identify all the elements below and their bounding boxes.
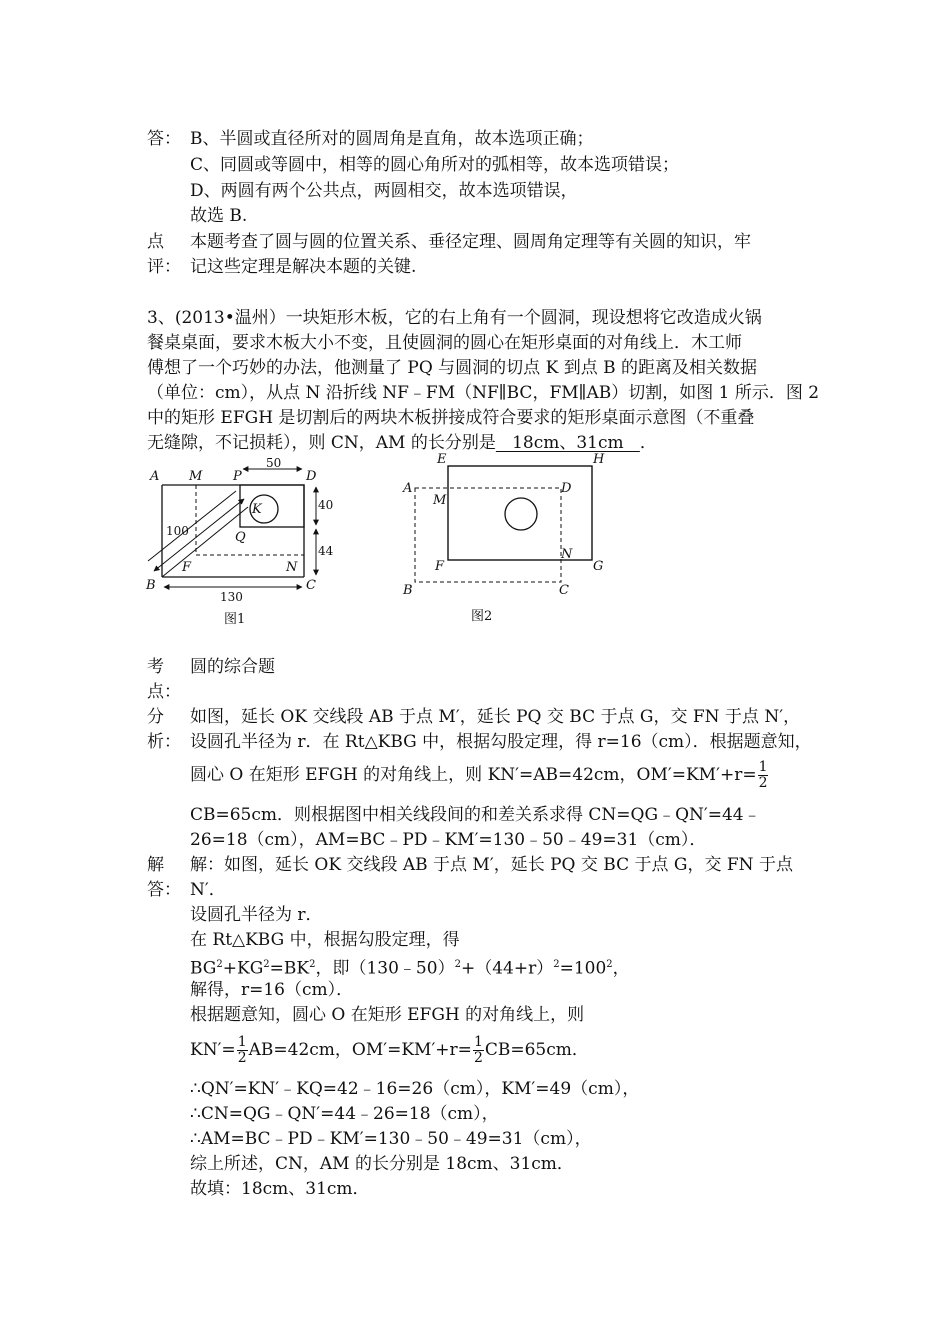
- figure-1-caption: 图1: [224, 612, 246, 627]
- label-F: F: [435, 559, 445, 574]
- question-line: （单位：cm），从点 N 沿折线 NF﹣FM（NF∥BC，FM∥AB）切割，如图 1 所示．图 2: [147, 383, 820, 403]
- superscript: 2: [263, 959, 270, 970]
- jieda-equation: [190, 953, 630, 981]
- label-D: D: [561, 481, 572, 496]
- eq-part: AB=42cm，OM′=KM′+r=: [248, 1040, 472, 1060]
- jieda-line: 设圆孔半径为 r．: [190, 905, 323, 925]
- fraction-numerator: 1: [473, 1034, 483, 1050]
- fenxi-label: 析：: [147, 732, 181, 752]
- label-F: F: [182, 560, 192, 575]
- superscript: 2: [454, 959, 461, 970]
- eq-part: ，即（130﹣50）: [315, 958, 455, 979]
- jieda-line: ∴QN′=KN′﹣KQ=42﹣16=26（cm），KM′=49（cm），: [190, 1079, 640, 1099]
- label-C: C: [306, 578, 316, 593]
- comment-line: 记这些定理是解决本题的关键.: [190, 257, 417, 277]
- label-A: A: [150, 469, 160, 484]
- jieda-line: 根据题意知，圆心 O 在矩形 EFGH 的对角线上，则: [190, 1005, 585, 1025]
- jieda-line: 解：如图，延长 OK 交线段 AB 于点 M′，延长 PQ 交 BC 于点 G，交 FN 于点: [190, 855, 793, 875]
- question-line: 傅想了一个巧妙的办法，他测量了 PQ 与圆洞的切点 K 到点 B 的距离及相关数据: [147, 358, 757, 378]
- eq-part: BG: [190, 958, 217, 979]
- fraction-denominator: 2: [473, 1050, 483, 1066]
- superscript: 2: [216, 959, 223, 970]
- label-B: B: [403, 583, 413, 598]
- label-C: C: [559, 583, 569, 598]
- question-line: 3、(2013•温州）一块矩形木板，它的右上角有一个圆洞，现设想将它改造成火锅: [147, 308, 762, 328]
- fraction-numerator: 1: [237, 1034, 247, 1050]
- jieda-line: N′．: [190, 880, 226, 900]
- answer-label: 答：: [147, 129, 181, 149]
- question-line-suffix: ．: [639, 433, 657, 453]
- figure-2: [395, 452, 615, 632]
- fenxi-line: [190, 760, 769, 791]
- answer-line: B、半圆或直径所对的圆周角是直角，故本选项正确；: [190, 129, 594, 149]
- fraction-denominator: 2: [237, 1050, 247, 1066]
- jieda-line: ∴CN=QG﹣QN′=44﹣26=18（cm），: [190, 1104, 499, 1124]
- question-line: 餐桌桌面，要求木板大小不变，且使圆洞的圆心在矩形桌面的对角线上．木工师: [147, 333, 742, 353]
- jieda-line: 故填：18cm、31cm．: [190, 1179, 370, 1199]
- dim-bottom: 130: [220, 590, 243, 604]
- dim-right-upper: 40: [318, 498, 334, 512]
- fraction-half: [758, 760, 769, 791]
- answer-line: C、同圆或等圆中，相等的圆心角所对的弧相等，故本选项错误；: [190, 155, 680, 175]
- comment-label: 点: [147, 232, 164, 252]
- eq-part: CB=65cm．: [484, 1040, 589, 1060]
- answer-line: D、两圆有两个公共点，两圆相交，故本选项错误，: [190, 181, 578, 201]
- jieda-line: 解得，r=16（cm）．: [190, 980, 354, 1000]
- fenxi-label: 分: [147, 707, 164, 727]
- comment-label: 评：: [147, 257, 181, 277]
- label-K: K: [252, 502, 262, 517]
- label-Q: Q: [235, 530, 246, 545]
- superscript: 2: [553, 959, 560, 970]
- fenxi-line: 26=18（cm），AM=BC﹣PD﹣KM′=130﹣50﹣49=31（cm）．: [190, 830, 707, 850]
- fenxi-line-text: 圆心 O 在矩形 EFGH 的对角线上，则 KN′=AB=42cm，OM′=KM′+r=: [190, 765, 757, 785]
- jieda-line: 综上所述，CN，AM 的长分别是 18cm、31cm．: [190, 1154, 574, 1174]
- cut-lines: [196, 485, 304, 555]
- label-D: D: [306, 469, 317, 484]
- fenxi-line: 设圆孔半径为 r．在 Rt△KBG 中，根据勾股定理，得 r=16（cm）．根据题意知，: [190, 732, 812, 752]
- fraction-numerator: 1: [758, 759, 768, 775]
- label-M: M: [433, 493, 447, 508]
- fenxi-line: CB=65cm．则根据图中相关线段间的和差关系求得 CN=QG﹣QN′=44﹣: [190, 805, 761, 825]
- question-line-prefix: 无缝隙，不记损耗），则 CN，AM 的长分别是: [147, 433, 496, 453]
- kaodian-text: 圆的综合题: [190, 657, 275, 677]
- label-B: B: [146, 578, 156, 593]
- answer-line: 故选 B.: [190, 206, 248, 226]
- label-E: E: [437, 452, 447, 467]
- hole-circle: [505, 498, 537, 530]
- label-P: P: [233, 469, 242, 484]
- figure-1: [140, 455, 340, 635]
- fraction-half: [473, 1035, 484, 1066]
- jieda-line: ∴AM=BC﹣PD﹣KM′=130﹣50﹣49=31（cm），: [190, 1129, 592, 1149]
- eq-part: +KG: [222, 958, 264, 979]
- dim-diag: 100: [166, 524, 189, 538]
- eq-part: =BK: [269, 958, 310, 979]
- figure-2-caption: 图2: [471, 609, 493, 624]
- eq-part: =100: [559, 958, 607, 979]
- diagonal-arrow: [148, 491, 248, 577]
- comment-line: 本题考查了圆与圆的位置关系、垂径定理、圆周角定理等有关圆的知识，牢: [190, 232, 751, 252]
- fraction-denominator: 2: [758, 775, 768, 791]
- answer-blank: 18cm、31cm: [495, 433, 640, 453]
- fenxi-line: 如图，延长 OK 交线段 AB 于点 M′，延长 PQ 交 BC 于点 G，交 FN 于点 N′，: [190, 707, 801, 727]
- label-N: N: [561, 547, 573, 562]
- eq-part: KN′=: [190, 1040, 236, 1060]
- jieda-label: 解: [147, 855, 164, 875]
- jieda-line: 在 Rt△KBG 中，根据勾股定理，得: [190, 930, 460, 950]
- label-H: H: [593, 452, 605, 467]
- dim-top: 50: [266, 456, 282, 470]
- label-A: A: [403, 481, 413, 496]
- eq-part: +（44+r）: [460, 958, 554, 979]
- label-M: M: [189, 469, 203, 484]
- jieda-label: 答：: [147, 880, 181, 900]
- superscript: 2: [606, 959, 613, 970]
- jieda-line: [190, 1035, 589, 1066]
- kaodian-label: 考: [147, 657, 164, 677]
- fraction-half: [237, 1035, 248, 1066]
- question-line: 中的矩形 EFGH 是切割后的两块木板拼接成符合要求的矩形桌面示意图（不重叠: [147, 408, 755, 428]
- label-G: G: [593, 559, 604, 574]
- superscript: 2: [309, 959, 316, 970]
- eq-part: ，: [612, 958, 630, 979]
- dim-right-lower: 44: [318, 544, 334, 558]
- kaodian-label: 点：: [147, 682, 181, 702]
- label-N: N: [286, 560, 298, 575]
